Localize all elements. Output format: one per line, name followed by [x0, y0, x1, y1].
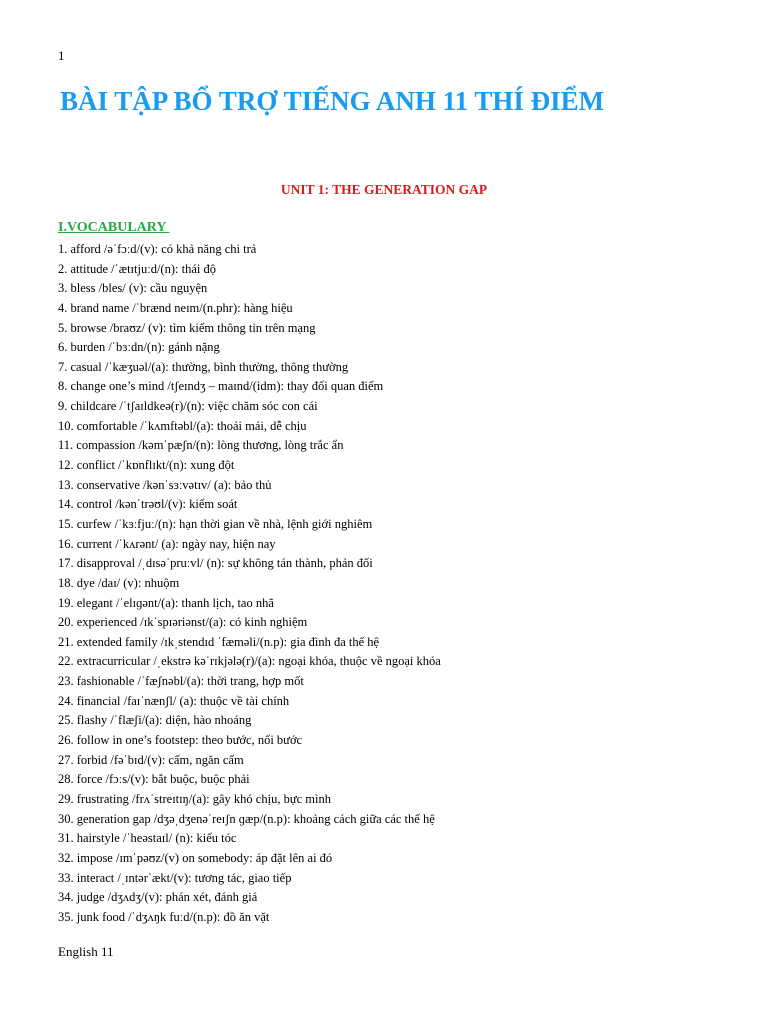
vocab-item: 33. interact /ˌɪntərˈækt/(v): tương tác, giao tiếp [58, 870, 292, 885]
vocab-item: 28. force /fɔːs/(v): bắt buộc, buộc phải [58, 772, 250, 787]
vocab-item: 5. browse /braʊz/ (v): tìm kiếm thông tin trên mạng [58, 320, 316, 335]
vocab-item: 3. bless /bles/ (v): cầu nguyện [58, 281, 208, 296]
vocab-item: 11. compassion /kəmˈpæʃn/(n): lòng thương, lòng trắc ẩn [58, 438, 344, 453]
vocab-item: 24. financial /faɪˈnænʃl/ (a): thuộc về tài chính [58, 693, 290, 708]
vocab-item: 32. impose /ɪmˈpəʊz/(v) on somebody: áp đặt lên ai đó [58, 850, 333, 865]
vocab-item: 13. conservative /kənˈsɜːvətɪv/ (a): bảo thủ [58, 477, 272, 492]
vocab-item: 2. attitude /ˈætɪtjuːd/(n): thái độ [58, 261, 216, 276]
vocab-item: 8. change one’s mind /tʃeɪndʒ – maɪnd/(idm): thay đổi quan điểm [58, 379, 384, 394]
vocab-item: 29. frustrating /frʌˈstreɪtɪŋ/(a): gây khó chịu, bực mình [58, 791, 331, 806]
document-title: BÀI TẬP BỔ TRỢ TIẾNG ANH 11 THÍ ĐIỂM [60, 86, 605, 116]
vocab-item: 14. control /kənˈtrəʊl/(v): kiểm soát [58, 497, 238, 512]
section-heading-vocabulary: I.VOCABULARY [58, 220, 170, 235]
vocab-item: 25. flashy /ˈflæʃi/(a): diện, hào nhoáng [58, 713, 252, 728]
vocab-item: 20. experienced /ɪkˈspɪəriənst/(a): có kinh nghiệm [58, 615, 308, 630]
vocab-item: 18. dye /daɪ/ (v): nhuộm [58, 575, 180, 590]
page-footer: English 11 [58, 944, 114, 959]
vocab-item: 7. casual /ˈkæʒuəl/(a): thường, bình thường, thông thường [58, 359, 349, 374]
vocab-item: 16. current /ˈkʌrənt/ (a): ngày nay, hiện nay [58, 536, 276, 551]
page-number: 1 [58, 48, 65, 63]
vocab-item: 12. conflict /ˈkɒnflɪkt/(n): xung đột [58, 458, 235, 473]
vocab-item: 21. extended family /ɪkˌstendɪd ˈfæməli/(n.p): gia đình đa thế hệ [58, 634, 380, 649]
vocabulary-list [58, 240, 441, 927]
vocab-item: 26. follow in one’s footstep: theo bước, nối bước [58, 733, 303, 748]
unit-title: UNIT 1: THE GENERATION GAP [280, 182, 488, 197]
vocab-item: 19. elegant /ˈelɪɡənt/(a): thanh lịch, tao nhã [58, 595, 274, 610]
vocab-item: 17. disapproval /ˌdɪsəˈpruːvl/ (n): sự không tán thành, phản đối [58, 556, 373, 571]
vocab-item: 27. forbid /fəˈbɪd/(v): cấm, ngăn cấm [58, 752, 244, 767]
vocab-item: 1. afford /əˈfɔːd/(v): có khả năng chi trả [58, 242, 257, 256]
vocab-item: 10. comfortable /ˈkʌmftəbl/(a): thoải mái, dễ chịu [58, 418, 307, 433]
vocab-item: 23. fashionable /ˈfæʃnəbl/(a): thời trang, hợp mốt [58, 674, 304, 689]
vocab-item: 31. hairstyle /ˈheəstaɪl/ (n): kiểu tóc [58, 831, 237, 846]
vocab-item: 4. brand name /ˈbrænd neɪm/(n.phr): hàng hiệu [58, 300, 293, 315]
vocab-item: 30. generation gap /dʒəˌdʒenəˈreɪʃn ɡæp/(n.p): khoảng cách giữa các thế hệ [58, 811, 435, 826]
vocab-item: 9. childcare /ˈtʃaɪldkeə(r)/(n): việc chăm sóc con cái [58, 399, 318, 414]
vocab-item: 34. judge /dʒʌdʒ/(v): phán xét, đánh giá [58, 890, 258, 905]
vocab-item: 6. burden /ˈbɜːdn/(n): gánh nặng [58, 340, 220, 355]
vocab-item: 15. curfew /ˈkɜːfjuː/(n): hạn thời gian về nhà, lệnh giới nghiêm [58, 516, 373, 531]
vocab-item: 22. extracurricular /ˌekstrə kəˈrɪkjələ(r)/(a): ngoại khóa, thuộc về ngoại khóa [58, 654, 441, 669]
vocab-item: 35. junk food /ˈdʒʌŋk fuːd/(n.p): đồ ăn vặt [58, 909, 270, 924]
